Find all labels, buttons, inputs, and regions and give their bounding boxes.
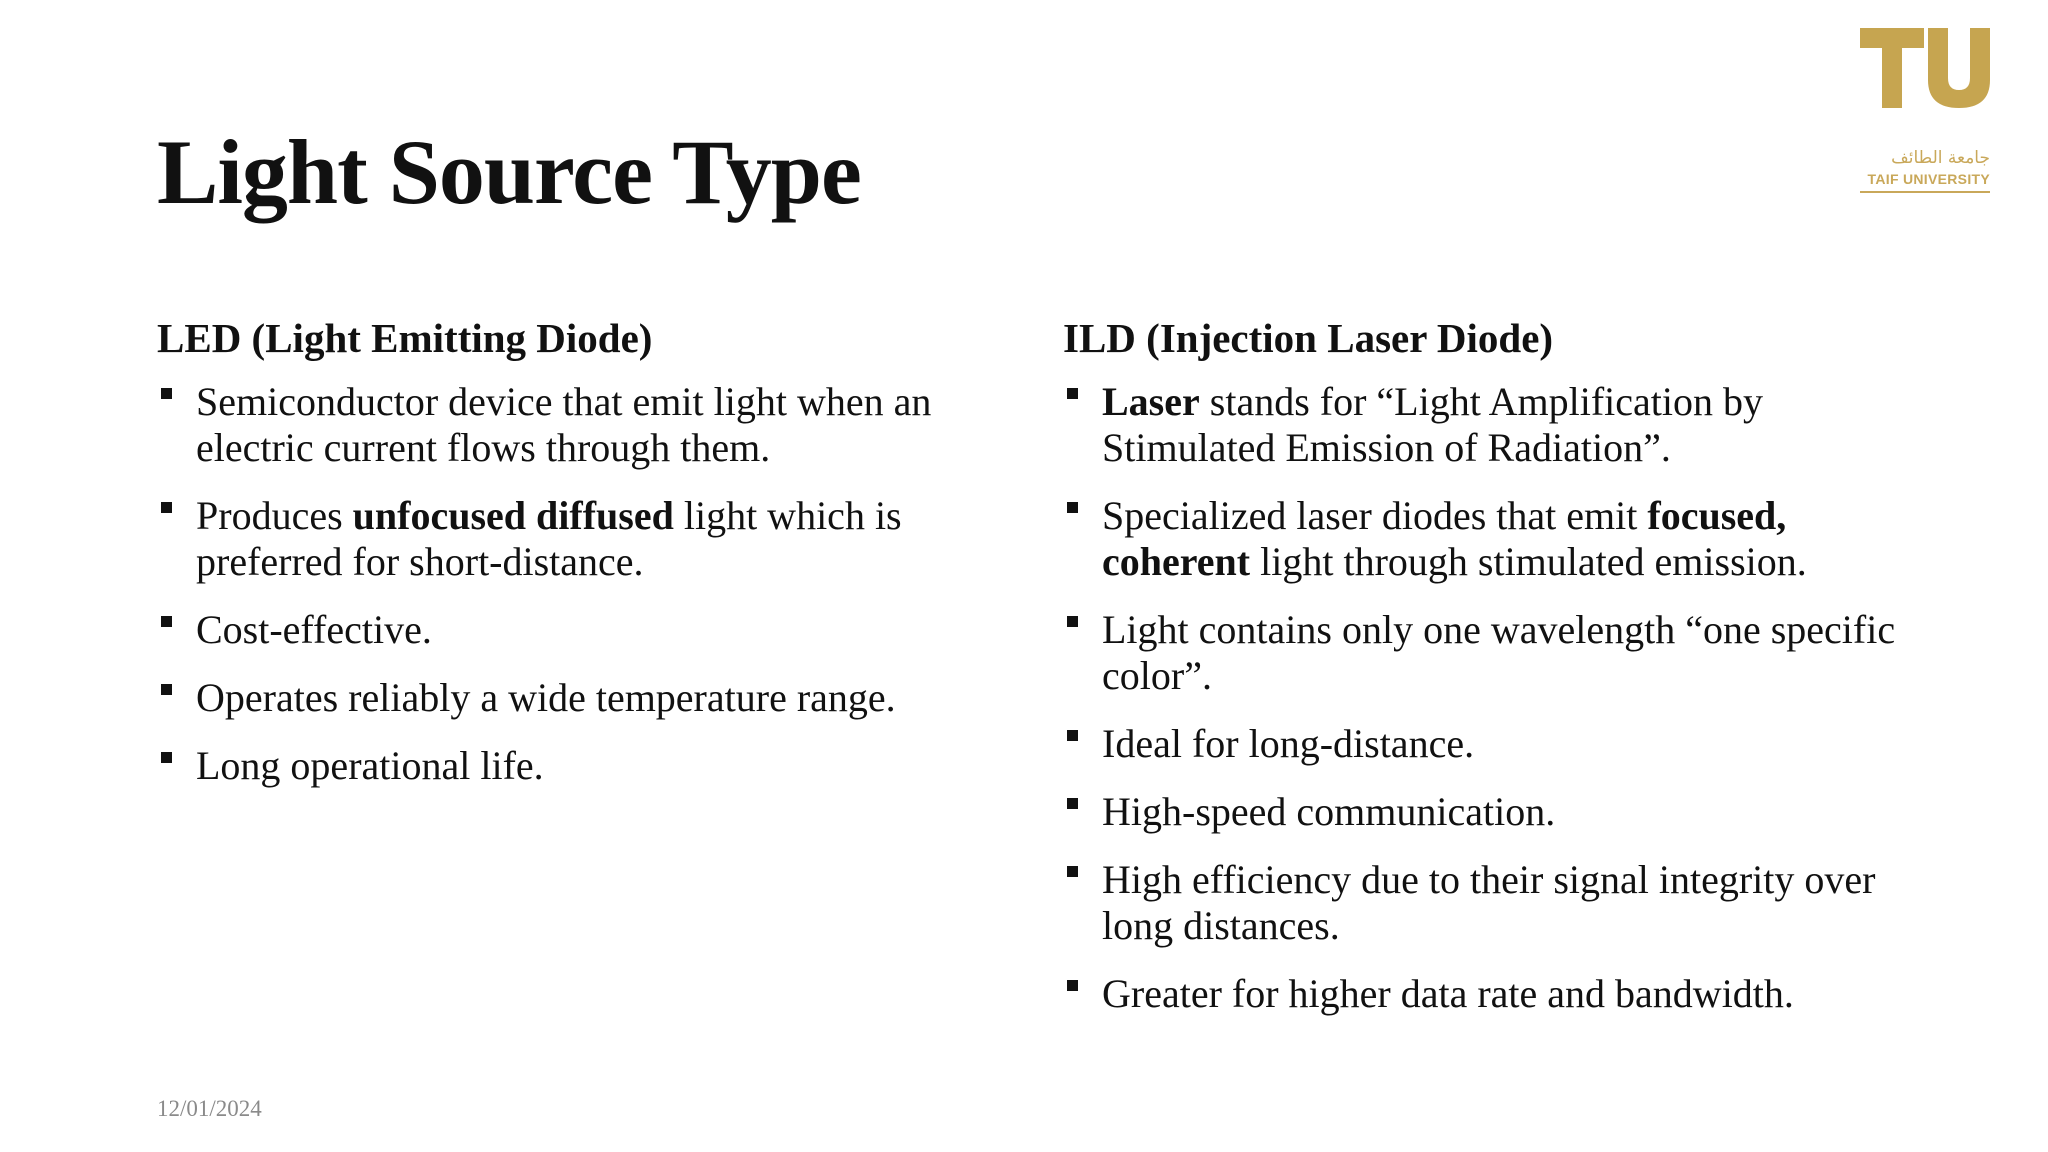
taif-university-logo bbox=[1860, 28, 1990, 187]
logo-arabic-name: جامعة الطائف bbox=[1891, 148, 1990, 168]
bullet-text: Greater for higher data rate and bandwidth. bbox=[1102, 971, 1794, 1017]
bullet-item bbox=[157, 493, 1017, 585]
led-heading: LED (Light Emitting Diode) bbox=[157, 315, 653, 361]
logo-letter-u bbox=[1928, 28, 1990, 108]
bullet-text: Ideal for long-distance. bbox=[1102, 721, 1475, 767]
bullet-emphasis: Laser bbox=[1102, 379, 1200, 425]
tu-logo-mark bbox=[1860, 28, 1990, 108]
square-bullet-icon bbox=[1067, 798, 1078, 809]
square-bullet-icon bbox=[161, 752, 172, 763]
bullet-item bbox=[1063, 493, 1943, 585]
square-bullet-icon bbox=[161, 616, 172, 627]
square-bullet-icon bbox=[1067, 980, 1078, 991]
bullet-text: High efficiency due to their signal integrity over long distances. bbox=[1102, 857, 1876, 949]
bullet-emphasis: focused, coherent bbox=[1102, 493, 1787, 585]
ild-bullet-list bbox=[1063, 379, 1943, 1017]
led-bullet-list bbox=[157, 379, 1017, 789]
square-bullet-icon bbox=[1067, 502, 1078, 513]
bullet-text: light which is preferred for short-distance. bbox=[196, 493, 902, 585]
bullet-text: stands for “Light Amplification by Stimulated Emission of Radiation”. bbox=[1102, 379, 1764, 471]
bullet-item bbox=[157, 675, 1017, 721]
ild-heading: ILD (Injection Laser Diode) bbox=[1063, 315, 1554, 361]
bullet-item bbox=[157, 379, 1017, 471]
bullet-item bbox=[157, 743, 1017, 789]
bullet-text: Long operational life. bbox=[196, 743, 544, 789]
slide-title: Light Source Type bbox=[157, 121, 861, 223]
square-bullet-icon bbox=[161, 684, 172, 695]
bullet-text: Cost-effective. bbox=[196, 607, 432, 653]
bullet-item bbox=[1063, 379, 1943, 471]
square-bullet-icon bbox=[1067, 730, 1078, 741]
bullet-item bbox=[1063, 721, 1943, 767]
bullet-text: Produces bbox=[196, 493, 353, 539]
bullet-text: Light contains only one wavelength “one specific color”. bbox=[1102, 607, 1896, 699]
bullet-text: High-speed communication. bbox=[1102, 789, 1556, 835]
bullet-item bbox=[1063, 857, 1943, 949]
slide-date: 12/01/2024 bbox=[157, 1096, 262, 1121]
bullet-text: light through stimulated emission. bbox=[1250, 539, 1807, 585]
ild-column bbox=[1063, 314, 1943, 1039]
logo-english-name: TAIF UNIVERSITY bbox=[1860, 171, 1990, 193]
bullet-text: Specialized laser diodes that emit bbox=[1102, 493, 1648, 539]
bullet-item bbox=[157, 607, 1017, 653]
bullet-item bbox=[1063, 971, 1943, 1017]
square-bullet-icon bbox=[1067, 388, 1078, 399]
logo-letter-t bbox=[1860, 28, 1924, 108]
square-bullet-icon bbox=[1067, 866, 1078, 877]
led-column bbox=[157, 314, 1017, 811]
bullet-text: Semiconductor device that emit light when an electric current flows through them. bbox=[196, 379, 932, 471]
bullet-emphasis: unfocused diffused bbox=[352, 493, 674, 539]
square-bullet-icon bbox=[161, 502, 172, 513]
square-bullet-icon bbox=[1067, 616, 1078, 627]
bullet-item bbox=[1063, 789, 1943, 835]
bullet-text: Operates reliably a wide temperature range. bbox=[196, 675, 896, 721]
bullet-item bbox=[1063, 607, 1943, 699]
square-bullet-icon bbox=[161, 388, 172, 399]
